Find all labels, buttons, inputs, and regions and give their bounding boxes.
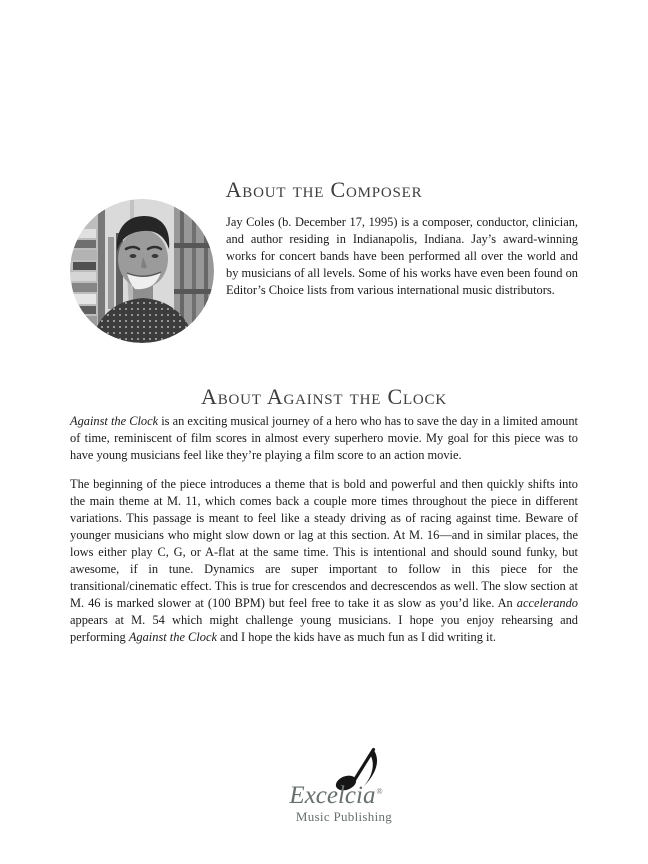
composer-photo xyxy=(70,199,214,343)
logo-tagline: Music Publishing xyxy=(295,809,393,824)
logo-brand-text: Excelcia xyxy=(289,782,376,809)
about-piece-heading: About Against the Clock xyxy=(201,384,447,409)
about-composer-heading: About the Composer xyxy=(225,177,423,202)
publisher-logo xyxy=(256,745,416,831)
composer-portrait-image xyxy=(70,199,214,343)
piece-detail-paragraph: The beginning of the piece introduces a theme that is bold and powerful and then quickly shifts into the main theme at M. 11, which comes back a couple more times throughout the piece in different variations. This passage is meant to feel like a steady driving as of racing against time. Beware of younger musicians who might slow down or lag at this section. At M. 16—and in similar places, the lows either play C, G, or A-flat at the same time. This is intentional and should sound funky, but awesome, if in tune. Dynamics are super important to follow in this piece for the transitional/cinematic effect. This is true for crescendos and decrescendos as well. The slow section at M. 46 is marked slower at (100 BPM) but feel free to take it as slow as you’d like. An accelerando appears at M. 54 which might challenge young musicians. I hope you enjoy rehearsing and performing Against the Clock and I hope the kids have as much fun as I did writing it. xyxy=(70,477,578,644)
composer-bio-text: Jay Coles (b. December 17, 1995) is a composer, conductor, clinician, and author residing in Indianapolis, Indiana. Jay’s award-winning works for concert bands have been performed all over the world and by musicians of all levels. Some of his works have even been found on Editor’s Choice lists from various international music distributors. xyxy=(226,215,578,297)
logo-brand-line xyxy=(256,775,416,813)
piece-intro-paragraph: Against the Clock is an exciting musical journey of a hero who has to save the day in a limited amount of time, reminiscent of film scores in almost every superhero movie. My goal for this piece was to have young musicians feel like they’re playing a film score to an action movie. xyxy=(70,414,578,462)
registered-trademark-symbol: ® xyxy=(376,787,383,796)
composer-bio-block xyxy=(70,199,578,343)
